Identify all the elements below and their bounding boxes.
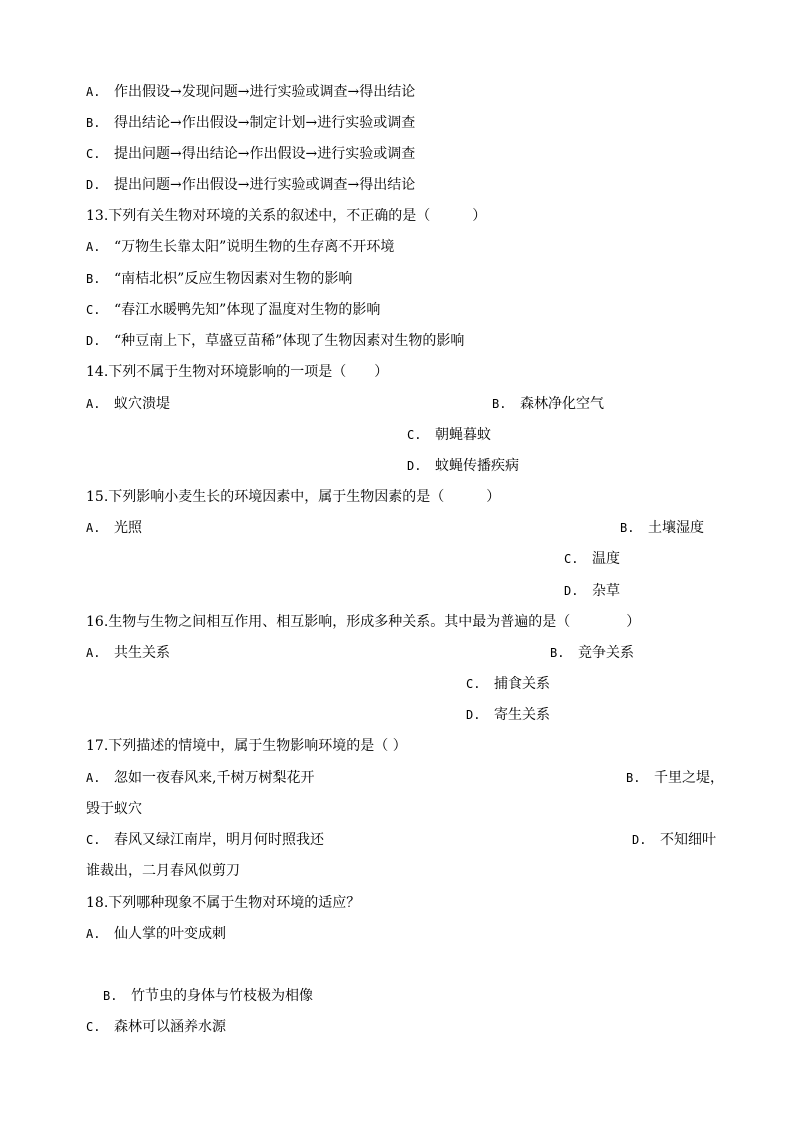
option-text: “万物生长靠太阳”说明生物的生存离不开环境 xyxy=(114,239,395,255)
option-letter: C. xyxy=(86,833,101,847)
q16-option-b xyxy=(550,645,634,661)
option-letter: A. xyxy=(86,397,101,411)
option-text: 春风又绿江南岸，明月何时照我还 xyxy=(114,832,324,848)
option-text: 不知细叶 xyxy=(660,832,716,848)
option-letter: D. xyxy=(632,833,647,847)
option-letter: D. xyxy=(407,459,422,473)
option-text: 提出问题→作出假设→进行实验或调查→得出结论 xyxy=(114,177,416,193)
q15-option-d xyxy=(564,583,620,599)
option-letter: C. xyxy=(466,677,481,691)
option-text: 提出问题→得出结论→作出假设→进行实验或调查 xyxy=(114,146,416,162)
option-letter: A. xyxy=(86,646,101,660)
q13-option-d xyxy=(86,333,464,349)
option-text: 森林净化空气 xyxy=(520,396,604,412)
q18-option-b xyxy=(103,988,313,1004)
q17-option-b xyxy=(626,770,724,786)
option-text: 森林可以涵养水源 xyxy=(114,1019,226,1035)
option-text: 蚁穴溃堤 xyxy=(114,396,170,412)
option-letter: D. xyxy=(466,708,481,722)
q17-option-d-continuation: 谁裁出，二月春风似剪刀 xyxy=(86,863,240,879)
q13-option-b xyxy=(86,271,352,287)
option-text: 竹节虫的身体与竹枝极为相像 xyxy=(131,988,313,1004)
q13-option-a xyxy=(86,239,394,255)
q18-option-a xyxy=(86,926,226,942)
q13-option-c xyxy=(86,302,380,318)
option-letter: D. xyxy=(564,584,579,598)
q14-option-b xyxy=(492,396,604,412)
option-text: 竞争关系 xyxy=(578,645,634,661)
option-text: 得出结论→作出假设→制定计划→进行实验或调查 xyxy=(114,115,416,131)
q17-option-b-continuation: 毁于蚁穴 xyxy=(86,801,142,817)
option-text: 土壤湿度 xyxy=(648,520,704,536)
option-letter: B. xyxy=(103,989,118,1003)
option-letter: B. xyxy=(492,397,507,411)
option-letter: D. xyxy=(86,178,101,192)
option-letter: C. xyxy=(564,552,579,566)
option-text: 千里之堤， xyxy=(654,770,724,786)
option-letter: C. xyxy=(407,428,422,442)
option-letter: B. xyxy=(626,771,641,785)
option-text: 温度 xyxy=(592,551,620,567)
q14-option-a xyxy=(86,396,170,412)
option-text: 仙人掌的叶变成刺 xyxy=(114,926,226,942)
q12-option-a xyxy=(86,84,415,100)
q16-option-c xyxy=(466,676,550,692)
option-letter: A. xyxy=(86,771,101,785)
option-letter: A. xyxy=(86,521,101,535)
option-letter: A. xyxy=(86,240,101,254)
q18-option-c xyxy=(86,1019,226,1035)
q15-stem: 15.下列影响小麦生长的环境因素中，属于生物因素的是（ ） xyxy=(86,489,501,505)
option-text: 作出假设→发现问题→进行实验或调查→得出结论 xyxy=(114,84,416,100)
option-letter: C. xyxy=(86,1020,101,1034)
q14-stem: 14.下列不属于生物对环境影响的一项是（ ） xyxy=(86,364,389,380)
q17-option-a xyxy=(86,770,314,786)
option-text: 寄生关系 xyxy=(494,707,550,723)
option-text: 捕食关系 xyxy=(494,676,550,692)
option-letter: C. xyxy=(86,303,101,317)
q17-option-d xyxy=(632,832,716,848)
q16-option-a xyxy=(86,645,170,661)
q15-option-b xyxy=(620,520,704,536)
q12-option-d xyxy=(86,177,415,193)
option-text: 共生关系 xyxy=(114,645,170,661)
option-letter: A. xyxy=(86,927,101,941)
option-text: 光照 xyxy=(114,520,142,536)
q15-option-a xyxy=(86,520,142,536)
option-text: 蚊蝇传播疾病 xyxy=(435,458,519,474)
option-letter: D. xyxy=(86,334,101,348)
q16-option-d xyxy=(466,707,550,723)
q13-stem: 13.下列有关生物对环境的关系的叙述中，不正确的是（ ） xyxy=(86,208,487,224)
option-text: 朝蝇暮蚊 xyxy=(435,427,491,443)
option-letter: B. xyxy=(620,521,635,535)
q17-stem: 17.下列描述的情境中，属于生物影响环境的是（ ） xyxy=(86,738,407,754)
option-letter: B. xyxy=(86,116,101,130)
q18-stem: 18.下列哪种现象不属于生物对环境的适应？ xyxy=(86,895,361,911)
q17-option-c xyxy=(86,832,324,848)
option-text: “南桔北枳”反应生物因素对生物的影响 xyxy=(114,271,353,287)
q14-option-d xyxy=(407,458,519,474)
option-letter: A. xyxy=(86,85,101,99)
option-letter: B. xyxy=(550,646,565,660)
q16-stem: 16.生物与生物之间相互作用、相互影响，形成多种关系。其中最为普遍的是（ ） xyxy=(86,614,641,630)
q14-option-c xyxy=(407,427,491,443)
option-text: “春江水暖鸭先知”体现了温度对生物的影响 xyxy=(114,302,381,318)
option-text: “种豆南上下，草盛豆苗稀”体现了生物因素对生物的影响 xyxy=(114,333,465,349)
q12-option-b xyxy=(86,115,415,131)
option-text: 杂草 xyxy=(592,583,620,599)
q12-option-c xyxy=(86,146,415,162)
option-letter: C. xyxy=(86,147,101,161)
q15-option-c xyxy=(564,551,620,567)
option-text: 忽如一夜春风来,千树万树梨花开 xyxy=(114,770,315,786)
option-letter: B. xyxy=(86,272,101,286)
